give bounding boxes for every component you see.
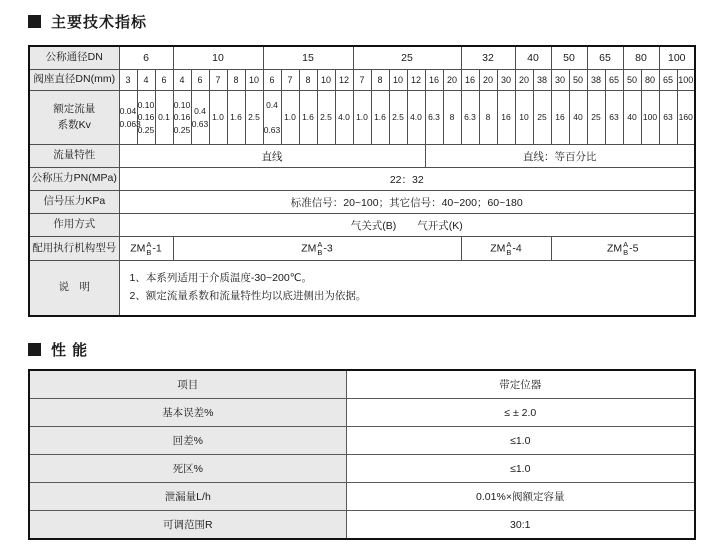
spec-row-label: 说 明: [29, 261, 119, 317]
spec-cell: 30: [551, 70, 569, 91]
spec-cell: 100: [659, 46, 695, 70]
performance-table: [28, 369, 696, 540]
section-title-performance: [28, 339, 88, 360]
spec-cell: 7: [353, 70, 371, 91]
spec-cell: 6.3: [425, 91, 443, 145]
spec-cell: 25: [533, 91, 551, 145]
black-square-bullet-icon: [28, 15, 41, 28]
black-square-bullet-icon: [28, 343, 41, 356]
spec-cell: 10: [173, 46, 263, 70]
perf-value-cell: ≤1.0: [346, 455, 695, 483]
perf-row: [29, 455, 695, 483]
spec-cell: 标准信号：20~100；其它信号：40~200；60~180: [119, 191, 695, 214]
spec-cell: 20: [479, 70, 497, 91]
spec-cell: 0.4 0.63: [191, 91, 209, 145]
perf-row: [29, 511, 695, 540]
performance-table-grid: [28, 369, 696, 540]
spec-row-zm: [29, 237, 695, 261]
spec-cell: 10: [389, 70, 407, 91]
spec-row-label: 作用方式: [29, 214, 119, 237]
spec-cell: 6: [155, 70, 173, 91]
spec-cell: 4: [137, 70, 155, 91]
spec-row-text: [29, 214, 695, 237]
spec-cell: 1、本系列适用于介质温度-30~200℃。 2、额定流量系数和流量特性均以底进侧出为依据。: [119, 261, 695, 317]
spec-cell: 2.5: [389, 91, 407, 145]
spec-cell: 8: [479, 91, 497, 145]
spec-cell: 4: [173, 70, 191, 91]
spec-cell: 气关式(B) 气开式(K): [119, 214, 695, 237]
spec-cell: 0.10 0.16 0.25: [137, 91, 155, 145]
spec-cell: 6.3: [461, 91, 479, 145]
spec-cell: 16: [461, 70, 479, 91]
spec-cell: 50: [551, 46, 587, 70]
spec-cell: 38: [533, 70, 551, 91]
spec-cell: 6: [119, 46, 173, 70]
spec-cell: 65: [659, 70, 677, 91]
perf-row: [29, 427, 695, 455]
section-title-performance-text: 性 能: [51, 342, 89, 359]
zm-superscript-subscript: A B: [506, 239, 512, 257]
spec-cell: 0.10 0.16 0.25: [173, 91, 191, 145]
spec-cell: 3: [119, 70, 137, 91]
spec-cell: 80: [641, 70, 659, 91]
spec-cell: 16: [551, 91, 569, 145]
spec-row-label: 额定流量 系数Kv: [29, 91, 119, 145]
zm-superscript-subscript: A B: [146, 239, 152, 257]
spec-cell: 10: [245, 70, 263, 91]
spec-cell: 40: [569, 91, 587, 145]
spec-cell: 16: [425, 70, 443, 91]
spec-cell: 25: [353, 46, 461, 70]
zm-superscript-subscript: A B: [623, 239, 629, 257]
spec-row-label: 配用执行机构型号: [29, 237, 119, 261]
spec-cell-actuator-model: ZM A B -4: [461, 237, 551, 261]
spec-cell: 7: [209, 70, 227, 91]
spec-cell: 8: [227, 70, 245, 91]
spec-cell: 4.0: [407, 91, 425, 145]
spec-cell: 160: [677, 91, 695, 145]
spec-row-kv: [29, 91, 695, 145]
perf-label-cell: 死区%: [29, 455, 346, 483]
spec-cell: 直线: [119, 145, 425, 168]
spec-cell: 1.6: [371, 91, 389, 145]
spec-cell: 16: [497, 91, 515, 145]
spec-cell: 1.0: [353, 91, 371, 145]
spec-cell: 20: [515, 70, 533, 91]
spec-cell-actuator-model: ZM A B -1: [119, 237, 173, 261]
spec-cell: 8: [443, 91, 461, 145]
spec-cell: 63: [659, 91, 677, 145]
spec-cell-actuator-model: ZM A B -3: [173, 237, 461, 261]
spec-cell: 65: [587, 46, 623, 70]
spec-cell: 1.6: [227, 91, 245, 145]
section-title-specs: [28, 11, 147, 32]
perf-row: [29, 483, 695, 511]
spec-cell: 8: [371, 70, 389, 91]
spec-cell: 80: [623, 46, 659, 70]
spec-cell: 10: [317, 70, 335, 91]
spec-cell: 50: [623, 70, 641, 91]
perf-label-cell: 回差%: [29, 427, 346, 455]
spec-table-grid: [28, 45, 696, 317]
perf-row: [29, 399, 695, 427]
spec-cell: 7: [281, 70, 299, 91]
spec-row-dn: [29, 46, 695, 70]
spec-row-label: 阀座直径DN(mm): [29, 70, 119, 91]
perf-value-cell: ≤ ± 2.0: [346, 399, 695, 427]
spec-row-label: 信号压力KPa: [29, 191, 119, 214]
spec-cell: 4.0: [335, 91, 353, 145]
spec-cell: 25: [587, 91, 605, 145]
spec-cell: 2.5: [245, 91, 263, 145]
spec-cell: 6: [191, 70, 209, 91]
perf-label-cell: 基本误差%: [29, 399, 346, 427]
spec-cell: 12: [407, 70, 425, 91]
spec-row-label: 流量特性: [29, 145, 119, 168]
perf-value-cell: 30:1: [346, 511, 695, 540]
spec-cell: 10: [515, 91, 533, 145]
perf-label-cell: 泄漏量L/h: [29, 483, 346, 511]
perf-label-cell: 项目: [29, 370, 346, 399]
spec-cell: 6: [263, 70, 281, 91]
spec-cell: 2.5: [317, 91, 335, 145]
zm-superscript-subscript: A B: [317, 239, 323, 257]
spec-cell: 0.04 0.063: [119, 91, 137, 145]
spec-cell: 20: [443, 70, 461, 91]
perf-header-row: [29, 370, 695, 399]
spec-row-seat: [29, 70, 695, 91]
spec-cell: 65: [605, 70, 623, 91]
perf-value-cell: 0.01%×阀额定容量: [346, 483, 695, 511]
section-title-specs-text: 主要技术指标: [51, 14, 148, 31]
spec-cell: 100: [677, 70, 695, 91]
spec-cell: 8: [299, 70, 317, 91]
spec-row-label: 公称压力PN(MPa): [29, 168, 119, 191]
spec-row-text: [29, 191, 695, 214]
spec-row-text: [29, 145, 695, 168]
spec-cell: 12: [335, 70, 353, 91]
perf-label-cell: 可调范围R: [29, 511, 346, 540]
spec-row-text: [29, 168, 695, 191]
spec-cell: 30: [497, 70, 515, 91]
perf-value-cell: ≤1.0: [346, 427, 695, 455]
spec-cell: 22：32: [119, 168, 695, 191]
spec-cell: 直线：等百分比: [425, 145, 695, 168]
spec-row-label: 公称通径DN: [29, 46, 119, 70]
perf-value-cell: 带定位器: [346, 370, 695, 399]
spec-cell: 100: [641, 91, 659, 145]
spec-cell-actuator-model: ZM A B -5: [551, 237, 695, 261]
spec-row-note: [29, 261, 695, 317]
spec-cell: 0.4 0.63: [263, 91, 281, 145]
spec-cell: 63: [605, 91, 623, 145]
spec-cell: 1.6: [299, 91, 317, 145]
spec-cell: 40: [623, 91, 641, 145]
spec-cell: 15: [263, 46, 353, 70]
spec-cell: 0.1: [155, 91, 173, 145]
spec-cell: 1.0: [281, 91, 299, 145]
spec-cell: 50: [569, 70, 587, 91]
spec-cell: 32: [461, 46, 515, 70]
spec-cell: 38: [587, 70, 605, 91]
spec-table: [28, 45, 696, 317]
spec-cell: 40: [515, 46, 551, 70]
spec-cell: 1.0: [209, 91, 227, 145]
